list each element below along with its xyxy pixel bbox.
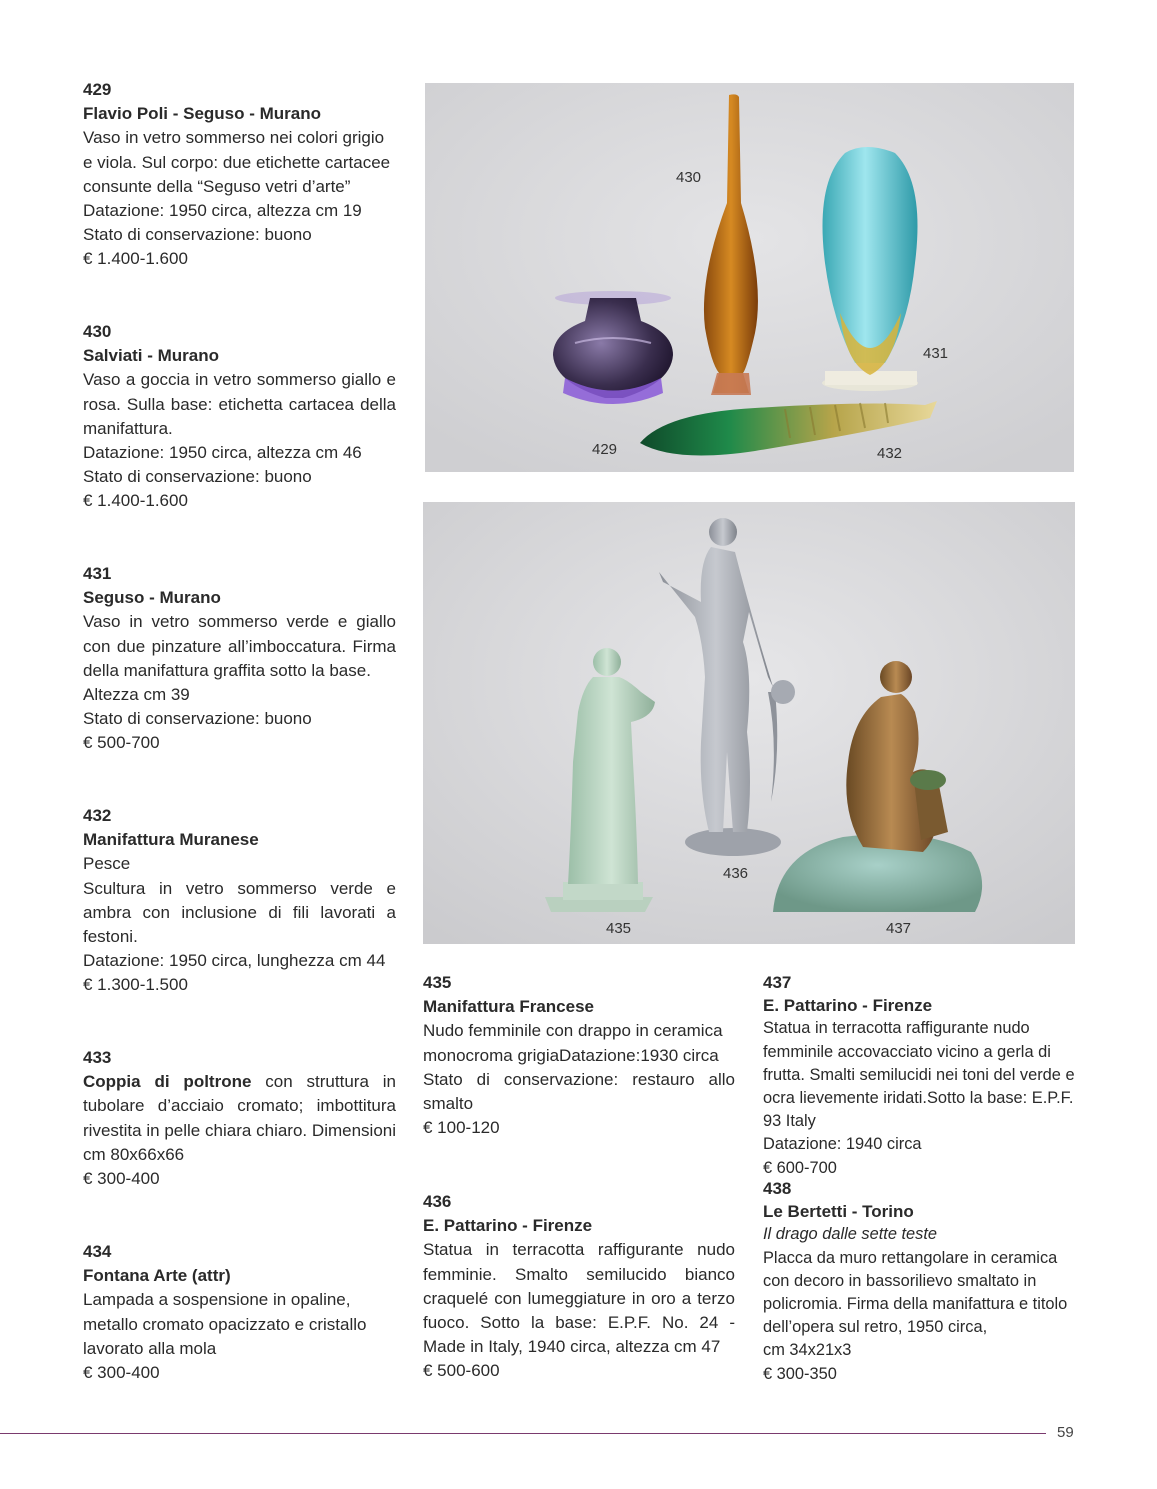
lot-number: 438 bbox=[763, 1179, 792, 1198]
lot-date: Datazione: 1950 circa, altezza cm 19 bbox=[83, 201, 362, 221]
lot-title: Salviati - Murano bbox=[83, 346, 220, 366]
caption-432: 432 bbox=[877, 445, 903, 462]
lot-435 bbox=[423, 971, 735, 1140]
caption-435: 435 bbox=[606, 920, 632, 937]
caption-429: 429 bbox=[592, 441, 618, 458]
lot-number: 436 bbox=[423, 1192, 452, 1211]
page-number: 59 bbox=[1057, 1424, 1074, 1441]
lot-description: Nudo femminile con drappo in ceramica monocroma grigiaDatazione:1930 circa bbox=[423, 1021, 723, 1065]
lot-title: E. Pattarino - Firenze bbox=[423, 1216, 593, 1236]
caption-431: 431 bbox=[923, 345, 949, 362]
lot-description: Vaso a goccia in vetro sommerso giallo e rosa. Sulla base: etichetta cartacea della manifattura. bbox=[83, 370, 396, 438]
lot-number: 431 bbox=[83, 564, 112, 583]
lot-condition: Stato di conservazione: buono bbox=[83, 467, 312, 487]
lot-dimensions: cm 34x21x3 bbox=[763, 1341, 852, 1360]
lot-438 bbox=[763, 1177, 1076, 1386]
lot-condition: Stato di conservazione: restauro allo smalto bbox=[423, 1069, 735, 1114]
lot-description: Lampada a sospensione in opaline, metallo cromato opacizzato e cristallo lavorato alla mola bbox=[83, 1290, 367, 1358]
lot-price: € 1.400-1.600 bbox=[83, 249, 188, 269]
lot-number: 429 bbox=[83, 80, 112, 99]
glass-vases-illustration bbox=[425, 83, 1074, 472]
lot-description-rest: con struttura in tubolare d’acciaio cromato; imbottitura rivestita in pelle chiara chiaro. Dimensioni cm 80x66x66 bbox=[83, 1072, 396, 1164]
lot-description: Vaso in vetro sommerso nei colori grigio e viola. Sul corpo: due etichette cartacee consunte della “Seguso vetri d’arte” bbox=[83, 128, 391, 196]
lot-432 bbox=[83, 804, 396, 998]
lot-title: Flavio Poli - Seguso - Murano bbox=[83, 104, 322, 124]
lot-number: 432 bbox=[83, 806, 112, 825]
lot-number: 434 bbox=[83, 1242, 112, 1261]
caption-436: 436 bbox=[723, 865, 749, 882]
lot-number: 430 bbox=[83, 322, 112, 341]
lot-price: € 1.400-1.600 bbox=[83, 491, 188, 511]
photo-glass-vases bbox=[425, 83, 1074, 472]
lot-431 bbox=[83, 562, 396, 756]
lot-price: € 100-120 bbox=[423, 1118, 500, 1138]
lot-date: Datazione: 1940 circa bbox=[763, 1135, 922, 1154]
photo-ceramic-statues bbox=[423, 502, 1075, 944]
lot-price: € 300-400 bbox=[83, 1363, 160, 1383]
lot-description: Statua in terracotta raffigurante nudo femminile accovacciato vicino a gerla di frutta. Smalti semilucidi nei toni del verde e ocra lievemente iridati.Sotto la base: E.P.F. 93 Italy bbox=[763, 1019, 1075, 1131]
lot-condition: Stato di conservazione: buono bbox=[83, 225, 312, 245]
lot-price: € 1.300-1.500 bbox=[83, 975, 188, 995]
lot-434 bbox=[83, 1240, 396, 1385]
lot-number: 435 bbox=[423, 973, 452, 992]
lot-title: Coppia di poltrone bbox=[83, 1072, 252, 1092]
ceramic-statues-illustration bbox=[423, 502, 1075, 944]
lot-title: Fontana Arte (attr) bbox=[83, 1266, 231, 1286]
lot-436 bbox=[423, 1190, 735, 1384]
lot-subtitle: Il drago dalle sette teste bbox=[763, 1225, 938, 1244]
lot-description bbox=[83, 1070, 396, 1167]
lot-date: Datazione: 1950 circa, lunghezza cm 44 bbox=[83, 951, 386, 971]
caption-437: 437 bbox=[886, 920, 912, 937]
lot-title: E. Pattarino - Firenze bbox=[763, 996, 933, 1016]
lot-price: € 500-600 bbox=[423, 1361, 500, 1381]
lot-price: € 300-350 bbox=[763, 1364, 837, 1383]
lot-date: Datazione: 1950 circa, altezza cm 46 bbox=[83, 443, 362, 463]
lot-dimensions: Altezza cm 39 bbox=[83, 685, 190, 705]
lot-number: 437 bbox=[763, 973, 792, 992]
lot-price: € 500-700 bbox=[83, 733, 160, 753]
lot-subtitle: Pesce bbox=[83, 854, 131, 874]
lot-437 bbox=[763, 971, 1076, 1180]
lot-430 bbox=[83, 320, 396, 514]
lot-price: € 300-400 bbox=[83, 1169, 160, 1189]
lot-price: € 600-700 bbox=[763, 1158, 837, 1177]
lot-title: Seguso - Murano bbox=[83, 588, 221, 608]
lot-number: 433 bbox=[83, 1048, 112, 1067]
lot-429 bbox=[83, 78, 396, 272]
lot-condition: Stato di conservazione: buono bbox=[83, 709, 312, 729]
lot-title: Le Bertetti - Torino bbox=[763, 1202, 914, 1222]
lot-description: Statua in terracotta raffigurante nudo femminie. Smalto semilucido bianco craquelé con lumeggiature in oro a terzo fuoco. Sotto la base: E.P.F. No. 24 - Made in Italy, 1940 circa, altezza cm 47 bbox=[423, 1240, 735, 1357]
lot-433 bbox=[83, 1046, 396, 1191]
footer-rule bbox=[0, 1433, 1046, 1434]
lot-title: Manifattura Francese bbox=[423, 997, 594, 1017]
lot-title: Manifattura Muranese bbox=[83, 830, 259, 850]
lot-description: Vaso in vetro sommerso verde e giallo con due pinzature all’imboccatura. Firma della manifattura graffita sotto la base. bbox=[83, 612, 396, 680]
lot-description: Placca da muro rettangolare in ceramica con decoro in bassorilievo smaltato in policromia. Firma della manifattura e titolo dell’opera sul retro, 1950 circa, bbox=[763, 1248, 1068, 1337]
caption-430: 430 bbox=[676, 169, 702, 186]
lot-description: Scultura in vetro sommerso verde e ambra con inclusione di fili lavorati a festoni. bbox=[83, 878, 396, 947]
